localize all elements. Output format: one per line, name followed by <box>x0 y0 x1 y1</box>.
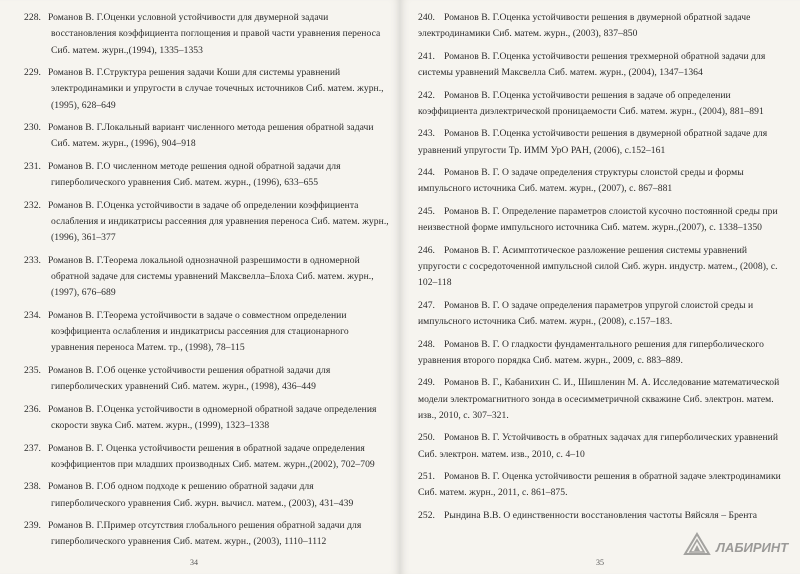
reference-text: Романов В. Г.Оценка устойчивости решения в задаче об определении коэффициента диэлектрической проницаемости Сиб. матем. журн., (2004), 881–891 <box>418 89 764 117</box>
page-number-right: 35 <box>596 558 604 567</box>
reference-text: Романов В. Г.Оценка устойчивости решения трехмерной обратной задачи для системы уравнений Максвелла Сиб. матем. журн., (2004), 1347–1364 <box>418 50 766 79</box>
reference-number: 232. <box>24 199 41 211</box>
reference-text: Романов В. Г. О задаче определения параметров упругой слоистой среды и импульсного источника Сиб. матем. журн., (2008), с.157–183. <box>418 299 754 328</box>
reference-number: 252. <box>418 509 435 521</box>
reference-entry <box>24 402 390 435</box>
reference-text: Романов В. Г.Оценка устойчивости в задаче об определении коэффициента ослабления и индикатрисы рассеяния для уравнения переноса Сиб. матем. журн., (1996), 361–377 <box>48 199 389 244</box>
reference-entry <box>418 430 786 463</box>
reference-number: 246. <box>418 244 435 256</box>
watermark-text: ЛАБИРИНТ <box>716 539 789 555</box>
reference-text: Романов В. Г.Оценка устойчивости решения в двумерной обратной задаче электродинамики Сиб. матем. журн., (2003), 837–850 <box>418 12 751 40</box>
watermark <box>682 528 792 566</box>
reference-number: 236. <box>24 403 41 415</box>
reference-text: Романов В. Г.Теорема устойчивости в задаче о совместном определении коэффициента ослабления и индикатрисы рассеяния для стационарного уравнения переноса Матем. тр., (1998), 78–115 <box>48 309 349 354</box>
reference-text: Романов В. Г.Структура решения задачи Коши для системы уравнений электродинамики и упругости в случае точечных источников Сиб. матем. журн., (1995), 628–649 <box>48 67 384 111</box>
reference-number: 248. <box>418 338 435 350</box>
reference-number: 243. <box>418 128 435 140</box>
reference-entry <box>418 88 786 121</box>
reference-text: Романов В. Г.Оценка устойчивости решения в двумерной обратной задаче для уравнений упругости Тр. ИММ УрО РАН, (2006), с.152–161 <box>418 128 768 156</box>
reference-entry <box>418 298 786 331</box>
reference-number: 247. <box>418 299 435 311</box>
reference-entry <box>24 363 390 396</box>
reference-number: 237. <box>24 442 41 454</box>
reference-text: Романов В. Г.О численном методе решения одной обратной задачи для гиперболического уравнения Сиб. матем. журн., (1996), 633–655 <box>48 160 341 189</box>
reference-number: 231. <box>24 160 41 172</box>
reference-text: Романов В. Г. О задаче определения структуры слоистой среды и формы импульсного источника Сиб. матем. журн., (2007), с. 867–881 <box>418 167 744 195</box>
reference-number: 250. <box>418 432 435 444</box>
reference-number: 239. <box>24 520 41 532</box>
reference-number: 249. <box>418 377 435 389</box>
reference-number: 233. <box>24 254 41 266</box>
reference-entry <box>24 479 390 512</box>
reference-text: Романов В. Г.Пример отсутствия глобального решения обратной задачи для гиперболического уравнения Сиб. матем. журн., (2003), 1110–1112 <box>48 520 362 548</box>
reference-text: Романов В. Г. О гладкости фундаментального решения для гиперболического уравнения второго порядка Сиб. матем. журн., 2009, с. 883–889. <box>418 338 764 366</box>
reference-text: Романов В. Г.Об одном подходе к решению обратной задачи для гиперболического уравнения Сиб. журн. вычисл. матем., (2003), 431–439 <box>48 481 354 509</box>
reference-number: 241. <box>418 50 435 62</box>
reference-list-left <box>24 10 390 551</box>
reference-entry <box>24 518 390 551</box>
reference-number: 242. <box>418 89 435 101</box>
reference-entry <box>24 159 390 192</box>
reference-entry <box>418 508 786 524</box>
reference-list-right <box>418 10 786 524</box>
labyrinth-logo-icon <box>682 532 712 562</box>
reference-entry <box>24 253 390 302</box>
reference-text: Романов В. Г. Оценка устойчивости решения в обратной задаче определения коэффициентов при младших производных Сиб. матем. журн.,(2002), 702–709 <box>48 442 375 470</box>
reference-text: Романов В. Г. Устойчивость в обратных задачах для гиперболических уравнений Сиб. электрон. матем. изв., 2010, с. 4–10 <box>418 432 779 460</box>
reference-number: 240. <box>418 12 435 23</box>
reference-entry <box>24 65 390 114</box>
reference-number: 238. <box>24 481 41 493</box>
right-page <box>400 0 800 574</box>
reference-number: 245. <box>418 205 435 217</box>
reference-entry <box>418 165 786 198</box>
reference-entry <box>418 243 786 292</box>
reference-text: Романов В. Г. Оценка устойчивости решения в обратной задаче электродинамики Сиб. матем. журн., 2011, с. 861–875. <box>418 471 781 499</box>
reference-entry <box>24 120 390 153</box>
reference-text: Романов В. Г.Оценка устойчивости в одномерной обратной задаче определения скорости звука Сиб. матем. журн., (1999), 1323–1338 <box>48 403 377 432</box>
reference-entry <box>418 337 786 370</box>
reference-number: 251. <box>418 471 435 483</box>
reference-entry <box>24 10 390 59</box>
reference-entry <box>24 441 390 474</box>
reference-entry <box>418 375 786 424</box>
reference-text: Романов В. Г.Локальный вариант численного метода решения обратной задачи Сиб. матем. журн., (1996), 904–918 <box>48 122 374 150</box>
reference-text: Романов В. Г.Оценки условной устойчивости для двумерной задачи восстановления коэффициента поглощения и правой части уравнения переноса Сиб. матем. журн.,(1994), 1335–1353 <box>48 12 381 56</box>
reference-entry <box>418 126 786 159</box>
reference-entry <box>418 10 786 43</box>
reference-number: 228. <box>24 12 41 23</box>
reference-entry <box>418 49 786 82</box>
page-number-left: 34 <box>190 558 198 567</box>
reference-text: Романов В. Г., Кабанихин С. И., Шишленин М. А. Исследование математической модели электромагнитного зонда в осесимметричной скважине Сиб. электрон. матем. изв., 2010, с. 307–321. <box>418 377 780 421</box>
reference-text: Романов В. Г. Асимптотическое разложение решения системы уравнений упругости с сосредоточенной импульсной силой Сиб. журн. индустр. матем., (2008), с. 102–118 <box>418 244 778 289</box>
reference-number: 230. <box>24 122 41 134</box>
reference-text: Романов В. Г.Теорема локальной однозначной разрешимости в одномерной обратной задаче для системы уравнений Максвелла–Блоха Сиб. матем. журн., (1997), 676–689 <box>48 254 374 299</box>
reference-entry <box>418 204 786 237</box>
reference-entry <box>24 308 390 357</box>
reference-number: 229. <box>24 67 41 79</box>
reference-text: Романов В. Г. Определение параметров слоистой кусочно постоянной среды при неизвестной форме импульсного источника Сиб. матем. журн.,(2007), с. 1338–1350 <box>418 205 778 234</box>
reference-entry <box>24 198 390 247</box>
reference-number: 235. <box>24 364 41 376</box>
reference-text: Рындина В.В. О единственности восстановления частоты Вяйсяля – Брента <box>444 509 758 521</box>
reference-number: 244. <box>418 167 435 179</box>
reference-text: Романов В. Г.Об оценке устойчивости решения обратной задачи для гиперболических уравнений Сиб. матем. журн., (1998), 436–449 <box>48 364 331 393</box>
reference-number: 234. <box>24 309 41 321</box>
reference-entry <box>418 469 786 502</box>
